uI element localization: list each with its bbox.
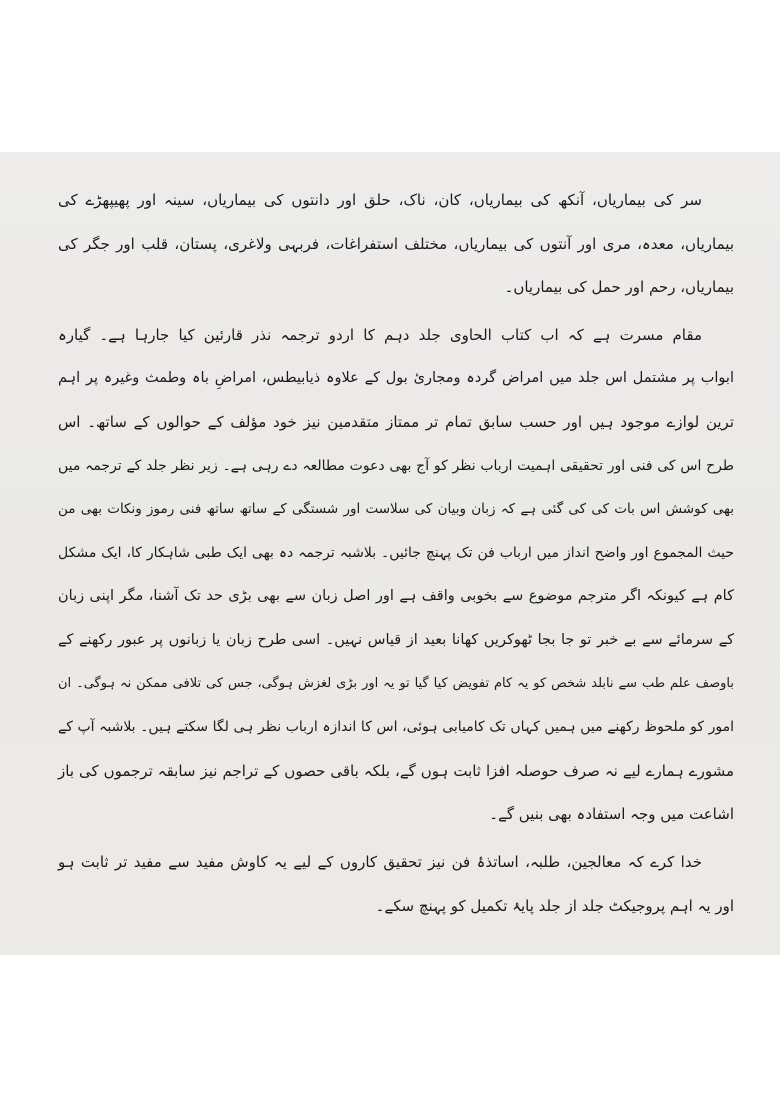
text-line: امور کو ملحوظ رکھنے میں ہمیں کہاں تک کامیابی ہوئی، اس کا اندازہ ارباب نظر ہی لگا سکتے ہیں۔ بلاشبہ آپ کے <box>58 719 734 736</box>
text-line: کے سرمائے سے بے خبر تو جا بجا ٹھوکریں کھانا بعید از قیاس نہیں۔ اسی طرح زبان یا زبانوں پر عبور رکھنے کے <box>58 632 734 648</box>
text-line: بیماریاں، معدہ، مری اور آنتوں کی بیماریاں، مختلف استفراغات، فربہی ولاغری، پستان، قلب اور جگر کی <box>58 234 734 253</box>
text-line: باوصف علم طب سے نابلد شخص کو یہ کام تفویض کیا گیا تو یہ اور بڑی لغزش ہوگی، جس کی تلافی ممکن نہ ہوگی۔ ان <box>58 675 734 691</box>
text-line: ابواب پر مشتمل اس جلد میں امراض گردہ ومجاریٔ بول کے علاوہ ذیابیطس، امراضِ باہ وطمث وغیرہ پر اہم <box>58 370 734 387</box>
text-line: بھی کوشش اس بات کی کی گئی ہے کہ زبان وبیان کی سلاست اور شستگی کے ساتھ ساتھ فنی رموز ونکات بھی من <box>58 501 734 518</box>
text-line: بیماریاں، رحم اور حمل کی بیماریاں۔ <box>504 278 734 297</box>
text-line: طرح اس کی فنی اور تحقیقی اہمیت ارباب نظر کو آج بھی دعوت مطالعہ دے رہی ہے۔ زیر نظر جلد کے ترجمہ میں <box>58 457 734 474</box>
text-line: کام ہے کیونکہ اگر مترجم موضوع سے بخوبی واقف ہے اور اصل زبان سے بھی بڑی حد تک آشنا، مگر اپنی زبان <box>58 588 734 605</box>
text-line: اشاعت میں وجہ استفادہ بھی بنیں گے۔ <box>489 805 734 824</box>
text-line: اور یہ اہم پروجیکٹ جلد از جلد پایۂ تکمیل کو پہنچ سکے۔ <box>375 896 734 915</box>
text-line: سر کی بیماریاں، آنکھ کی بیماریاں، کان، ناک، حلق اور دانتوں کی بیماریاں، سینہ اور پھیپھڑے کی <box>58 191 702 209</box>
text-line: حیث المجموع اور واضح انداز میں ارباب فن تک پہنچ جائیں۔ بلاشبہ ترجمہ دہ بھی ایک طبی شاہکار کا، ایک مشکل <box>58 544 734 561</box>
text-line: ترین لوازے موجود ہیں اور حسب سابق تمام تر ممتاز متقدمین نیز خود مؤلف کے حوالوں کے ساتھ۔ اس <box>58 413 734 431</box>
text-line: مقام مسرت ہے کہ اب کتاب الحاوی جلد دہم کا اردو ترجمہ نذر قارئین کیا جارہا ہے۔ گیارہ <box>58 325 702 344</box>
text-line: خدا کرے کہ معالجین، طلبہ، اساتذۂ فن نیز تحقیق کاروں کے لیے یہ کاوش مفید سے مفید تر ثابت ہو <box>58 853 702 871</box>
text-line: مشورے ہمارے لیے نہ صرف حوصلہ افزا ثابت ہوں گے، بلکہ باقی حصوں کے تراجم نیز سابقہ ترجموں کی باز <box>58 761 734 780</box>
